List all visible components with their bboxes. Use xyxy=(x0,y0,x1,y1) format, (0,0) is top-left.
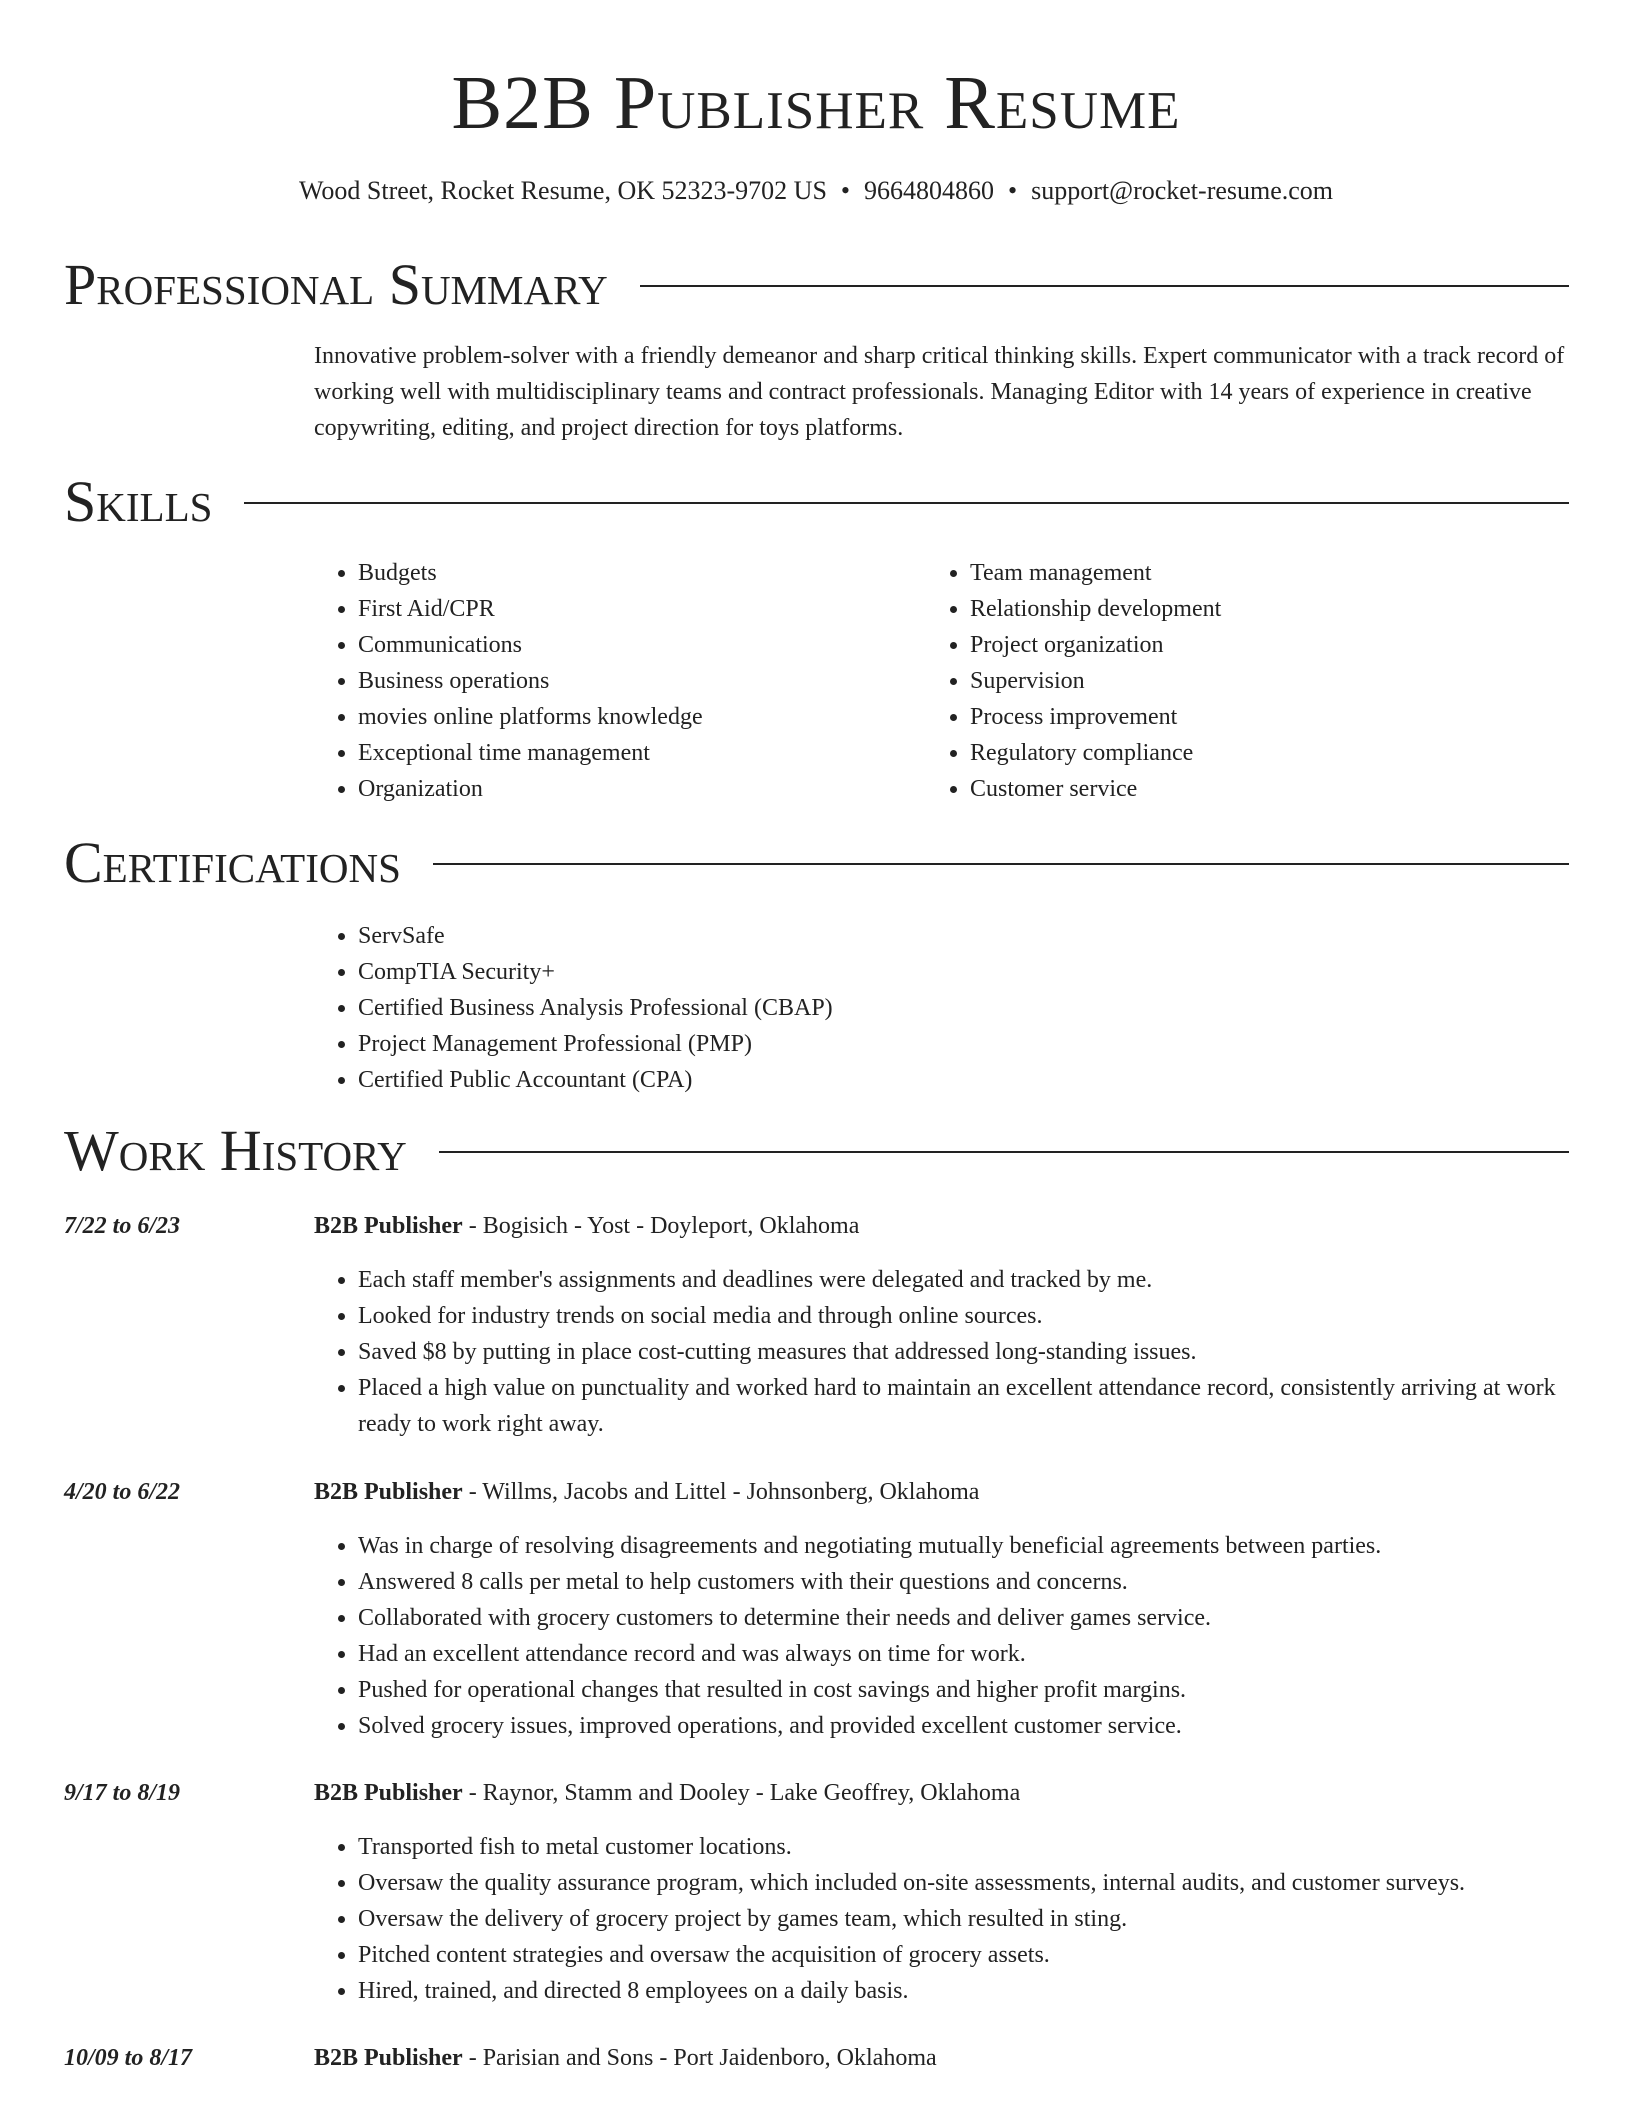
contact-separator: • xyxy=(1008,176,1018,205)
job-dates: 9/17 to 8/19 xyxy=(64,1780,181,1806)
skill-list xyxy=(926,555,1536,807)
section-title-summary: Professional Summary xyxy=(64,252,608,317)
contact-line xyxy=(0,174,1632,208)
certification-list xyxy=(314,918,1570,1098)
skills-column-right xyxy=(926,555,1536,807)
job-bullet: • Looked for industry trends on social media and through online sources. xyxy=(358,1298,1570,1334)
skill-item: • Project organization xyxy=(970,627,1536,663)
job-bullet: • Solved grocery issues, improved operations, and provided excellent customer service. xyxy=(358,1708,1570,1744)
job-bullet: • Oversaw the quality assurance program, which included on-site assessments, internal audits, and customer surveys. xyxy=(358,1865,1570,1901)
job-bullet: • Placed a high value on punctuality and worked hard to maintain an excellent attendance record, consistently arriving at work ready to work right away. xyxy=(358,1370,1570,1442)
skill-item: • Team management xyxy=(970,555,1536,591)
certification-item: • CompTIA Security+ xyxy=(358,954,1570,990)
job-dates: 10/09 to 8/17 xyxy=(64,2045,193,2071)
contact-phone: 9664804860 xyxy=(864,176,995,205)
contact-separator: • xyxy=(840,176,851,205)
job-responsibilities xyxy=(314,1262,1570,1442)
section-title-skills: Skills xyxy=(64,469,213,534)
skill-item: • Process improvement xyxy=(970,699,1536,735)
job-employer: - Bogisich - Yost - Doyleport, Oklahoma xyxy=(462,1213,860,1239)
skill-item: • Budgets xyxy=(358,555,924,591)
skill-item: • Customer service xyxy=(970,771,1536,807)
skill-item: • Exceptional time management xyxy=(358,735,924,771)
skill-item: • Relationship development xyxy=(970,591,1536,627)
certification-item: • Certified Public Accountant (CPA) xyxy=(358,1062,1570,1098)
section-divider xyxy=(439,1151,1569,1153)
skill-item: • Communications xyxy=(358,627,924,663)
certification-item: • ServSafe xyxy=(358,918,1570,954)
job-employer: - Willms, Jacobs and Littel - Johnsonberg, Oklahoma xyxy=(462,1479,980,1505)
job-heading xyxy=(314,1208,1570,1244)
job-bullet: • Hired, trained, and directed 8 employees on a daily basis. xyxy=(358,1973,1570,2009)
section-divider xyxy=(640,285,1569,287)
job-heading xyxy=(314,2040,1570,2076)
resume-title: B2B Publisher Resume xyxy=(451,61,1181,145)
job-bullet: • Transported fish to metal customer locations. xyxy=(358,1829,1570,1865)
skill-item: • Regulatory compliance xyxy=(970,735,1536,771)
work-history-section-header xyxy=(64,1118,1569,1184)
job-title: B2B Publisher xyxy=(314,1479,463,1505)
job-responsibilities xyxy=(314,1829,1570,2009)
job-title: B2B Publisher xyxy=(314,2045,463,2071)
job-dates: 4/20 to 6/22 xyxy=(64,1479,181,1505)
job-bullet: • Answered 8 calls per metal to help customers with their questions and concerns. xyxy=(358,1564,1570,1600)
job-list xyxy=(314,1829,1570,2009)
job-list xyxy=(314,1262,1570,1442)
certifications-list xyxy=(314,918,1570,1098)
job-bullet: • Pushed for operational changes that resulted in cost savings and higher profit margins. xyxy=(358,1672,1570,1708)
skills-section-header xyxy=(64,469,1569,535)
job-employer: - Parisian and Sons - Port Jaidenboro, Oklahoma xyxy=(462,2045,937,2071)
skill-item: • Organization xyxy=(358,771,924,807)
summary-section-header xyxy=(64,252,1569,318)
job-title: B2B Publisher xyxy=(314,1780,463,1806)
job-bullet: • Each staff member's assignments and deadlines were delegated and tracked by me. xyxy=(358,1262,1570,1298)
section-divider xyxy=(244,502,1569,504)
job-list xyxy=(314,1528,1570,1744)
job-bullet: • Saved $8 by putting in place cost-cutting measures that addressed long-standing issues. xyxy=(358,1334,1570,1370)
contact-email: support@rocket-resume.com xyxy=(1031,176,1334,205)
skill-item: • Business operations xyxy=(358,663,924,699)
section-divider xyxy=(433,863,1569,865)
skill-item: • Supervision xyxy=(970,663,1536,699)
job-bullet: • Had an excellent attendance record and was always on time for work. xyxy=(358,1636,1570,1672)
section-title-work-history: Work History xyxy=(64,1118,407,1183)
certification-item: • Certified Business Analysis Professional (CBAP) xyxy=(358,990,1570,1026)
job-heading xyxy=(314,1474,1570,1510)
job-bullet: • Was in charge of resolving disagreements and negotiating mutually beneficial agreements between parties. xyxy=(358,1528,1570,1564)
job-title: B2B Publisher xyxy=(314,1213,463,1239)
contact-address: Wood Street, Rocket Resume, OK 52323-9702 US xyxy=(298,176,827,205)
job-employer: - Raynor, Stamm and Dooley - Lake Geoffrey, Oklahoma xyxy=(462,1780,1021,1806)
skill-list xyxy=(314,555,924,807)
summary-text: Innovative problem-solver with a friendly demeanor and sharp critical thinking skills. Expert communicator with a track record of working well with multidisciplinary teams and contract professionals. Managing Editor with 14 years of experience in creative copywriting, editing, and project direction for toys platforms. xyxy=(314,343,1565,441)
job-bullet: • Oversaw the delivery of grocery project by games team, which resulted in sting. xyxy=(358,1901,1570,1937)
job-responsibilities xyxy=(314,1528,1570,1744)
skills-column-left xyxy=(314,555,924,807)
job-dates: 7/22 to 6/23 xyxy=(64,1213,181,1239)
skill-item: • First Aid/CPR xyxy=(358,591,924,627)
section-title-certifications: Certifications xyxy=(64,830,401,895)
job-bullet: • Pitched content strategies and oversaw the acquisition of grocery assets. xyxy=(358,1937,1570,1973)
job-heading xyxy=(314,1775,1570,1811)
skill-item: • movies online platforms knowledge xyxy=(358,699,924,735)
certification-item: • Project Management Professional (PMP) xyxy=(358,1026,1570,1062)
job-bullet: • Collaborated with grocery customers to determine their needs and deliver games service. xyxy=(358,1600,1570,1636)
certifications-section-header xyxy=(64,830,1569,896)
